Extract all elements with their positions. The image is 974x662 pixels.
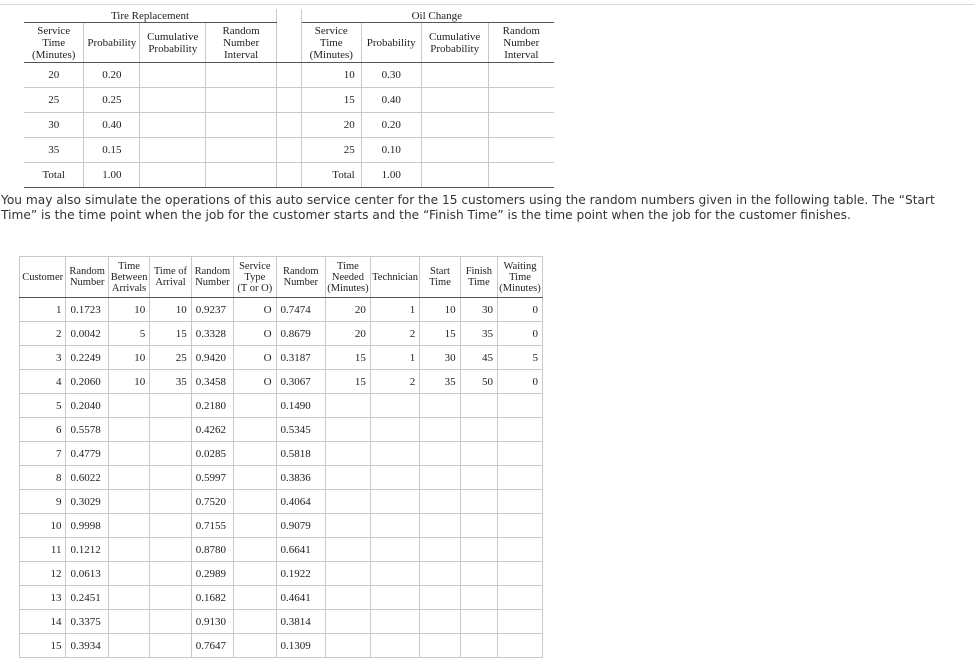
sim-cell <box>150 610 191 634</box>
sim-header-cell: Waiting Time (Minutes) <box>498 257 543 298</box>
sim-cell <box>460 634 497 658</box>
tire-cumulative-probability <box>140 138 206 163</box>
sim-cell <box>498 586 543 610</box>
tire-random-number-interval <box>206 88 277 113</box>
sim-cell <box>234 514 276 538</box>
oil-random-number-interval <box>488 138 554 163</box>
sim-cell: 0.7520 <box>191 490 233 514</box>
sim-cell <box>370 442 419 466</box>
sim-cell <box>498 442 543 466</box>
sim-cell: 1 <box>370 346 419 370</box>
tire-header-service-time: Service Time (Minutes) <box>24 23 84 63</box>
tire-cumulative-probability <box>140 63 206 88</box>
sim-cell: 0.2249 <box>66 346 108 370</box>
tire-random-number-interval <box>206 138 277 163</box>
sim-header-cell: Random Number <box>191 257 233 298</box>
oil-cumulative-probability <box>421 63 488 88</box>
sim-cell <box>234 394 276 418</box>
sim-cell: 7 <box>20 442 66 466</box>
sim-cell <box>108 418 149 442</box>
sim-cell <box>150 514 191 538</box>
sim-cell <box>420 586 460 610</box>
sim-cell <box>326 586 371 610</box>
tire-probability: 0.15 <box>84 138 140 163</box>
sim-cell: 0.2060 <box>66 370 108 394</box>
sim-cell: 0.3814 <box>276 610 325 634</box>
sim-cell: 0.7155 <box>191 514 233 538</box>
sim-row <box>20 514 543 538</box>
sim-cell: 35 <box>150 370 191 394</box>
sim-cell <box>420 394 460 418</box>
sim-cell: 0.9079 <box>276 514 325 538</box>
sim-cell: 0.7474 <box>276 298 325 322</box>
sim-cell: 4 <box>20 370 66 394</box>
sim-cell: 0.0285 <box>191 442 233 466</box>
sim-cell: 0.3328 <box>191 322 233 346</box>
sim-header-cell: Random Number <box>276 257 325 298</box>
sim-cell: 10 <box>108 370 149 394</box>
sim-cell: 0.3187 <box>276 346 325 370</box>
tire-replacement-title: Tire Replacement <box>24 9 276 23</box>
sim-cell: O <box>234 370 276 394</box>
sim-row <box>20 394 543 418</box>
sim-cell: 0.4064 <box>276 490 325 514</box>
sim-cell: 0.5997 <box>191 466 233 490</box>
sim-cell <box>234 538 276 562</box>
sim-header-cell: Start Time <box>420 257 460 298</box>
sim-cell: 0.6641 <box>276 538 325 562</box>
sim-row <box>20 562 543 586</box>
sim-cell: 8 <box>20 466 66 490</box>
sim-cell: 13 <box>20 586 66 610</box>
sim-cell: 5 <box>20 394 66 418</box>
oil-header-probability: Probability <box>361 23 421 63</box>
oil-service-time: 10 <box>301 63 361 88</box>
sim-cell <box>460 418 497 442</box>
sim-cell <box>460 586 497 610</box>
sim-cell <box>420 466 460 490</box>
sim-cell: 0.7647 <box>191 634 233 658</box>
sim-header-cell: Customer <box>20 257 66 298</box>
sim-cell: 0.2451 <box>66 586 108 610</box>
spacer <box>276 88 301 113</box>
sim-cell <box>498 538 543 562</box>
sim-cell <box>370 586 419 610</box>
sim-cell <box>234 490 276 514</box>
sim-cell: 0.0613 <box>66 562 108 586</box>
sim-cell <box>108 562 149 586</box>
tire-probability: 0.25 <box>84 88 140 113</box>
oil-change-title: Oil Change <box>301 9 554 23</box>
sim-cell <box>498 634 543 658</box>
sim-cell: 20 <box>326 298 371 322</box>
tire-service-time: 20 <box>24 63 84 88</box>
sim-cell <box>326 610 371 634</box>
sim-cell: 0.9998 <box>66 514 108 538</box>
tire-header-probability: Probability <box>84 23 140 63</box>
sim-cell <box>108 442 149 466</box>
service-time-distribution-table <box>24 9 554 188</box>
sim-cell: 2 <box>20 322 66 346</box>
sim-cell: 35 <box>420 370 460 394</box>
sim-cell <box>108 394 149 418</box>
sim-cell <box>234 610 276 634</box>
sim-cell: 0.2040 <box>66 394 108 418</box>
sim-cell: O <box>234 346 276 370</box>
sim-cell <box>326 466 371 490</box>
sim-cell: 0.0042 <box>66 322 108 346</box>
tire-header-cumulative: Cumulative Probability <box>140 23 206 63</box>
sim-cell <box>150 634 191 658</box>
sim-cell: 0.4641 <box>276 586 325 610</box>
sim-row <box>20 418 543 442</box>
sim-cell <box>498 610 543 634</box>
sim-cell <box>150 466 191 490</box>
sim-cell <box>326 442 371 466</box>
sim-cell: 11 <box>20 538 66 562</box>
sim-cell: 0.6022 <box>66 466 108 490</box>
sim-cell <box>370 514 419 538</box>
total-row <box>24 163 554 188</box>
sim-cell <box>234 586 276 610</box>
tire-total-label: Total <box>24 163 84 188</box>
sim-cell <box>498 514 543 538</box>
tire-total-value: 1.00 <box>84 163 140 188</box>
sim-cell: 9 <box>20 490 66 514</box>
sim-cell: 0.9420 <box>191 346 233 370</box>
spacer <box>276 138 301 163</box>
oil-total-value: 1.00 <box>361 163 421 188</box>
sim-cell: 15 <box>420 322 460 346</box>
oil-probability: 0.20 <box>361 113 421 138</box>
sim-cell: 0.2989 <box>191 562 233 586</box>
sim-cell <box>326 490 371 514</box>
sim-row <box>20 586 543 610</box>
sim-cell: 2 <box>370 322 419 346</box>
oil-service-time: 15 <box>301 88 361 113</box>
oil-total-label: Total <box>301 163 361 188</box>
sim-cell: O <box>234 298 276 322</box>
oil-cumulative-probability <box>421 138 488 163</box>
sim-cell <box>326 418 371 442</box>
sim-cell: 0.5578 <box>66 418 108 442</box>
sim-cell <box>150 490 191 514</box>
sim-cell <box>150 418 191 442</box>
sim-row <box>20 634 543 658</box>
sim-cell <box>326 514 371 538</box>
sim-cell: 10 <box>108 346 149 370</box>
oil-service-time: 20 <box>301 113 361 138</box>
sim-cell <box>498 562 543 586</box>
sim-cell: 5 <box>108 322 149 346</box>
sim-cell: 0.1309 <box>276 634 325 658</box>
sim-cell <box>460 538 497 562</box>
sim-cell: 15 <box>326 346 371 370</box>
sim-cell <box>108 514 149 538</box>
sim-cell <box>370 394 419 418</box>
oil-probability: 0.30 <box>361 63 421 88</box>
sim-cell <box>108 466 149 490</box>
sim-cell: 0.2180 <box>191 394 233 418</box>
sim-cell <box>460 490 497 514</box>
sim-cell <box>498 418 543 442</box>
top-divider <box>0 4 974 5</box>
sim-header-cell: Finish Time <box>460 257 497 298</box>
sim-cell: 0.3375 <box>66 610 108 634</box>
sim-row <box>20 538 543 562</box>
sim-cell: 10 <box>150 298 191 322</box>
sim-cell: 0.8780 <box>191 538 233 562</box>
sim-cell: 0 <box>498 370 543 394</box>
oil-random-number-interval <box>488 88 554 113</box>
sim-cell <box>420 562 460 586</box>
sim-cell: 0.9237 <box>191 298 233 322</box>
sim-cell <box>150 586 191 610</box>
sim-cell <box>370 418 419 442</box>
instructions-paragraph: You may also simulate the operations of this auto service center for the 15 customers using the random numbers given in the following table. The “Start Time” is the time point when the job for the customer starts and the “Finish Time” is the time point when the job for the customer finishes. <box>1 193 935 222</box>
sim-cell <box>326 538 371 562</box>
sim-cell <box>108 490 149 514</box>
sim-cell: 1 <box>370 298 419 322</box>
sim-cell: 10 <box>420 298 460 322</box>
sim-cell <box>498 466 543 490</box>
sim-cell <box>460 610 497 634</box>
sim-cell <box>370 538 419 562</box>
sim-cell: 0.1682 <box>191 586 233 610</box>
sim-cell <box>370 634 419 658</box>
sim-cell <box>234 442 276 466</box>
sim-cell: 25 <box>150 346 191 370</box>
tire-service-time: 25 <box>24 88 84 113</box>
sim-cell <box>370 610 419 634</box>
sim-cell: 0.3934 <box>66 634 108 658</box>
sim-cell: 14 <box>20 610 66 634</box>
sim-cell <box>150 562 191 586</box>
sim-cell: 0.9130 <box>191 610 233 634</box>
sim-cell: 6 <box>20 418 66 442</box>
sim-cell <box>420 418 460 442</box>
sim-cell <box>150 442 191 466</box>
sim-header-cell: Random Number <box>66 257 108 298</box>
sim-cell <box>420 610 460 634</box>
sim-cell <box>150 394 191 418</box>
sim-cell: 0.1212 <box>66 538 108 562</box>
sim-cell: 15 <box>326 370 371 394</box>
sim-cell <box>460 562 497 586</box>
sim-cell: 45 <box>460 346 497 370</box>
oil-cumulative-probability <box>421 113 488 138</box>
sim-row <box>20 298 543 322</box>
distribution-row <box>24 63 554 88</box>
sim-cell: 0.3836 <box>276 466 325 490</box>
sim-cell <box>460 466 497 490</box>
sim-cell: 0.4262 <box>191 418 233 442</box>
distribution-row <box>24 88 554 113</box>
sim-cell: 3 <box>20 346 66 370</box>
sim-row <box>20 490 543 514</box>
sim-cell <box>234 562 276 586</box>
sim-cell <box>150 538 191 562</box>
sim-cell <box>108 538 149 562</box>
distribution-row <box>24 138 554 163</box>
tire-random-number-interval <box>206 63 277 88</box>
sim-cell <box>108 610 149 634</box>
sim-cell <box>420 634 460 658</box>
sim-cell: 15 <box>20 634 66 658</box>
column-header-row <box>24 23 554 63</box>
simulation-header-row <box>20 257 543 298</box>
sim-cell: 30 <box>460 298 497 322</box>
sim-cell: 0.1922 <box>276 562 325 586</box>
simulation-table <box>19 256 543 658</box>
sim-cell: 30 <box>420 346 460 370</box>
oil-cumulative-probability <box>421 88 488 113</box>
sim-cell: 5 <box>498 346 543 370</box>
sim-row <box>20 610 543 634</box>
sim-cell: 12 <box>20 562 66 586</box>
sim-cell: 0 <box>498 322 543 346</box>
sim-cell <box>108 634 149 658</box>
sim-cell: 0.8679 <box>276 322 325 346</box>
sim-cell: 50 <box>460 370 497 394</box>
sim-cell <box>420 514 460 538</box>
sim-cell <box>370 466 419 490</box>
sim-cell <box>326 634 371 658</box>
sim-cell: 0.3029 <box>66 490 108 514</box>
sim-cell: 0.1490 <box>276 394 325 418</box>
sim-cell <box>420 538 460 562</box>
sim-row <box>20 346 543 370</box>
sim-cell: O <box>234 322 276 346</box>
oil-random-number-interval <box>488 113 554 138</box>
oil-random-number-interval <box>488 63 554 88</box>
sim-row <box>20 442 543 466</box>
oil-probability: 0.40 <box>361 88 421 113</box>
sim-cell: 2 <box>370 370 419 394</box>
oil-probability: 0.10 <box>361 138 421 163</box>
sim-cell <box>326 394 371 418</box>
oil-service-time: 25 <box>301 138 361 163</box>
sim-header-cell: Technician <box>370 257 419 298</box>
sim-row <box>20 466 543 490</box>
sim-cell: 15 <box>150 322 191 346</box>
distribution-row <box>24 113 554 138</box>
tire-cumulative-probability <box>140 88 206 113</box>
oil-header-service-time: Service Time (Minutes) <box>301 23 361 63</box>
oil-header-rn-interval: Random Number Interval <box>488 23 554 63</box>
sim-cell: 1 <box>20 298 66 322</box>
tire-header-rn-interval: Random Number Interval <box>206 23 277 63</box>
sim-cell <box>498 394 543 418</box>
tire-probability: 0.40 <box>84 113 140 138</box>
tire-service-time: 30 <box>24 113 84 138</box>
sim-header-cell: Service Type (T or O) <box>234 257 276 298</box>
sim-cell <box>460 514 497 538</box>
sim-cell <box>370 490 419 514</box>
tire-probability: 0.20 <box>84 63 140 88</box>
sim-cell: 0.4779 <box>66 442 108 466</box>
sim-cell: 0 <box>498 298 543 322</box>
sim-row <box>20 370 543 394</box>
sim-cell <box>460 394 497 418</box>
tire-cumulative-probability <box>140 113 206 138</box>
sim-cell: 35 <box>460 322 497 346</box>
sim-cell <box>234 418 276 442</box>
spacer <box>276 63 301 88</box>
tire-random-number-interval <box>206 113 277 138</box>
spacer <box>276 113 301 138</box>
sim-cell: 0.5818 <box>276 442 325 466</box>
sim-cell <box>498 490 543 514</box>
sim-cell: 20 <box>326 322 371 346</box>
sim-cell: 0.3458 <box>191 370 233 394</box>
tire-service-time: 35 <box>24 138 84 163</box>
group-header-row <box>24 9 554 23</box>
sim-cell <box>108 586 149 610</box>
sim-cell <box>326 562 371 586</box>
sim-cell <box>234 634 276 658</box>
sim-cell <box>420 442 460 466</box>
sim-cell: 10 <box>108 298 149 322</box>
sim-cell: 0.1723 <box>66 298 108 322</box>
sim-row <box>20 322 543 346</box>
sim-cell <box>420 490 460 514</box>
sim-cell: 0.3067 <box>276 370 325 394</box>
sim-header-cell: Time Between Arrivals <box>108 257 149 298</box>
sim-header-cell: Time of Arrival <box>150 257 191 298</box>
sim-cell <box>460 442 497 466</box>
sim-cell <box>370 562 419 586</box>
sim-header-cell: Time Needed (Minutes) <box>326 257 371 298</box>
sim-cell: 0.5345 <box>276 418 325 442</box>
oil-header-cumulative: Cumulative Probability <box>421 23 488 63</box>
sim-cell: 10 <box>20 514 66 538</box>
sim-cell <box>234 466 276 490</box>
